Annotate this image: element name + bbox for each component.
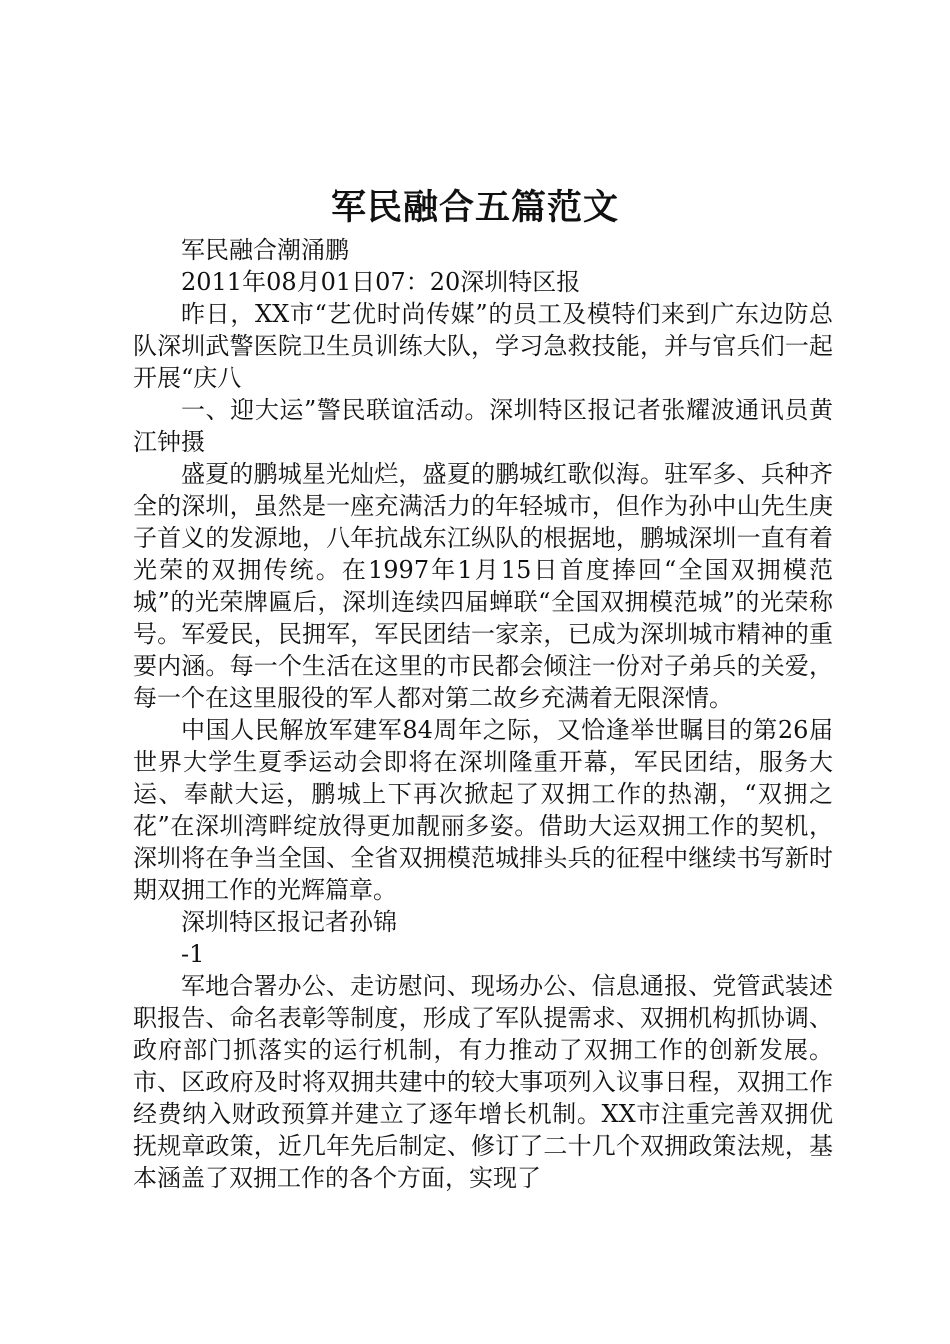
paragraph-body: 中国人民解放军建军84周年之际，又恰逢举世瞩目的第26届世界大学生夏季运动会即将在深圳隆重开幕，军民团结，服务大运、奉献大运，鹏城上下再次掀起了双拥工作的热潮，“双拥之花”在深圳湾畔绽放得更加靓丽多姿。借助大运双拥工作的契机，深圳将在争当全国、全省双拥模范城排头兵的征程中继续书写新时期双拥工作的光辉篇章。 bbox=[133, 716, 833, 904]
paragraph-photo-caption: 昨日，XX市“艺优时尚传媒”的员工及模特们来到广东边防总队深圳武警医院卫生员训练大队，学习急救技能，并与官兵们一起开展“庆八 bbox=[133, 300, 833, 392]
paragraph-byline: 深圳特区报记者孙锦 bbox=[181, 908, 397, 936]
paragraph-dateline: 2011年08月01日07：20深圳特区报 bbox=[181, 268, 581, 296]
paragraph-body: 军地合署办公、走访慰问、现场办公、信息通报、党管武装述职报告、命名表彰等制度，形成了军队提需求、双拥机构抓协调、政府部门抓落实的运行机制，有力推动了双拥工作的创新发展。市、区政府及时将双拥共建中的较大事项列入议事日程，双拥工作经费纳入财政预算并建立了逐年增长机制。XX市注重完善双拥优抚规章政策，近几年先后制定、修订了二十几个双拥政策法规，基本涵盖了双拥工作的各个方面，实现了 bbox=[133, 972, 833, 1192]
paragraph-body: 盛夏的鹏城星光灿烂，盛夏的鹏城红歌似海。驻军多、兵种齐全的深圳，虽然是一座充满活力的年轻城市，但作为孙中山先生庚子首义的发源地，八年抗战东江纵队的根据地，鹏城深圳一直有着光荣的双拥传统。在1997年1月15日首度捧回“全国双拥模范城”的光荣牌匾后，深圳连续四届蝉联“全国双拥模范城”的光荣称号。军爱民，民拥军，军民团结一家亲，已成为深圳城市精神的重要内涵。每一个生活在这里的市民都会倾注一份对子弟兵的关爱，每一个在这里服役的军人都对第二故乡充满着无限深情。 bbox=[133, 460, 833, 712]
document-body bbox=[133, 234, 833, 1194]
document-title: 军民融合五篇范文 bbox=[330, 187, 619, 228]
paragraph-photo-credit: 一、迎大运”警民联谊活动。深圳特区报记者张耀波通讯员黄江钟摄 bbox=[133, 396, 833, 456]
paragraph-subtitle: 军民融合潮涌鹏 bbox=[181, 236, 349, 264]
paragraph-section-marker: -1 bbox=[181, 940, 205, 968]
